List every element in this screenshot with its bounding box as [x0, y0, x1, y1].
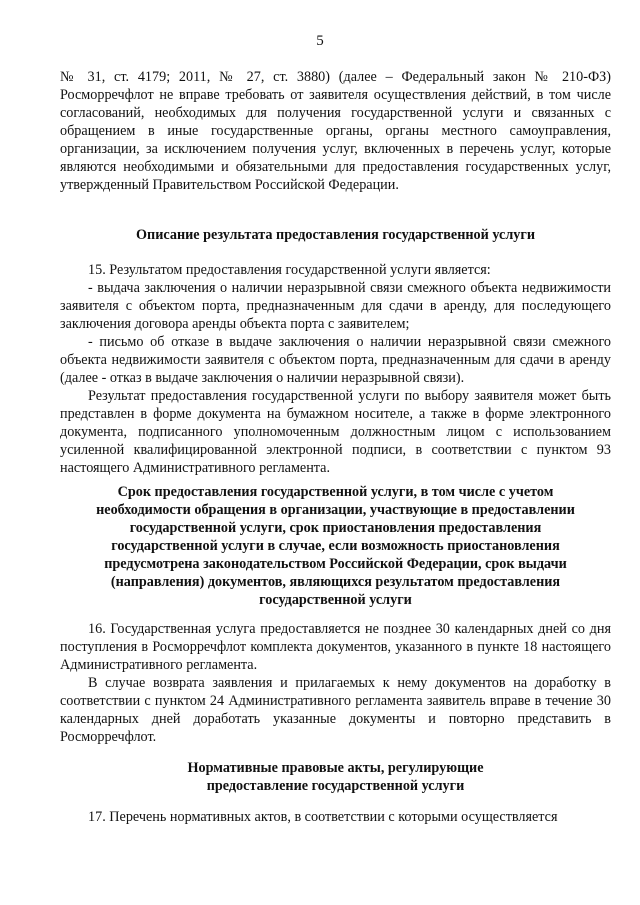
- clause-15-block: [60, 261, 611, 477]
- clause-16-return: В случае возврата заявления и прилагаемых к нему документов на доработку в соответствии с пунктом 24 Административного регламента заявитель вправе в течение 30 календарных дней доработать указанные документы и повторно представить в Росморречфлот.: [60, 675, 611, 745]
- intro-paragraph: № 31, ст. 4179; 2011, № 27, ст. 3880) (далее – Федеральный закон № 210-ФЗ) Росморречфлот не вправе требовать от заявителя осуществления действий, в том числе согласований, необходимых для получения государственной услуги и связанных с обращением в иные государственные органы, органы местного самоуправления, организации, за исключением получения услуг, включенных в перечень услуг, которые являются необходимыми и обязательными для предоставления государственных услуг, утвержденный Правительством Российской Федерации.: [60, 69, 611, 193]
- clause-15-item-2: - письмо об отказе в выдаче заключения о наличии неразрывной связи смежного объекта недвижимости заявителя с объектом порта, предназначенным для сдачи в аренду (далее - отказ в выдаче заключения о наличии неразрывной связи).: [60, 334, 611, 386]
- result-heading-text: Описание результата предоставления государственной услуги: [136, 227, 535, 243]
- clause-15-item-1: - выдача заключения о наличии неразрывной связи смежного объекта недвижимости заявителя с объектом порта, предназначенным для сдачи в аренду, для последующего заключения договора аренды объекта порта с заявителем;: [60, 280, 611, 332]
- term-heading: [60, 483, 611, 609]
- term-heading-line: государственной услуги: [259, 592, 412, 608]
- acts-heading-line: предоставление государственной услуги: [206, 778, 465, 794]
- term-heading-line: государственной услуги в случае, если возможность приостановления: [111, 538, 560, 554]
- page-number: 5: [316, 33, 324, 49]
- term-heading-line: государственной услуги, срок приостановления предоставления: [129, 520, 542, 536]
- acts-heading: [60, 759, 611, 795]
- term-heading-line: необходимости обращения в организации, участвующие в предоставлении: [96, 502, 575, 518]
- acts-heading-line: Нормативные правовые акты, регулирующие: [187, 760, 484, 776]
- clause-15-result: Результат предоставления государственной услуги по выбору заявителя может быть представлен в форме документа на бумажном носителе, а также в форме электронного документа, подписанного уполномоченным должностным лицом с использованием усиленной квалифицированной электронной подписи, в соответствии с пунктом 93 настоящего Административного регламента.: [60, 388, 611, 476]
- clause-17: 17. Перечень нормативных актов, в соответствии с которыми осуществляется: [88, 809, 558, 825]
- clause-17-block: [60, 808, 611, 826]
- term-heading-line: предусмотрена законодательством Российской Федерации, срок выдачи: [104, 556, 567, 572]
- clause-16: 16. Государственная услуга предоставляется не позднее 30 календарных дней со дня поступления в Росморречфлот комплекта документов, указанного в пункте 18 настоящего Административного регламента.: [60, 621, 611, 673]
- term-heading-line: Срок предоставления государственной услуги, в том числе с учетом: [117, 484, 554, 500]
- result-heading: [60, 226, 611, 244]
- clause-15-lead: 15. Результатом предоставления государственной услуги является:: [88, 262, 491, 278]
- clause-16-block: [60, 620, 611, 746]
- intro-paragraph-block: [60, 68, 611, 194]
- term-heading-line: (направления) документов, являющихся результатом предоставления: [110, 574, 561, 590]
